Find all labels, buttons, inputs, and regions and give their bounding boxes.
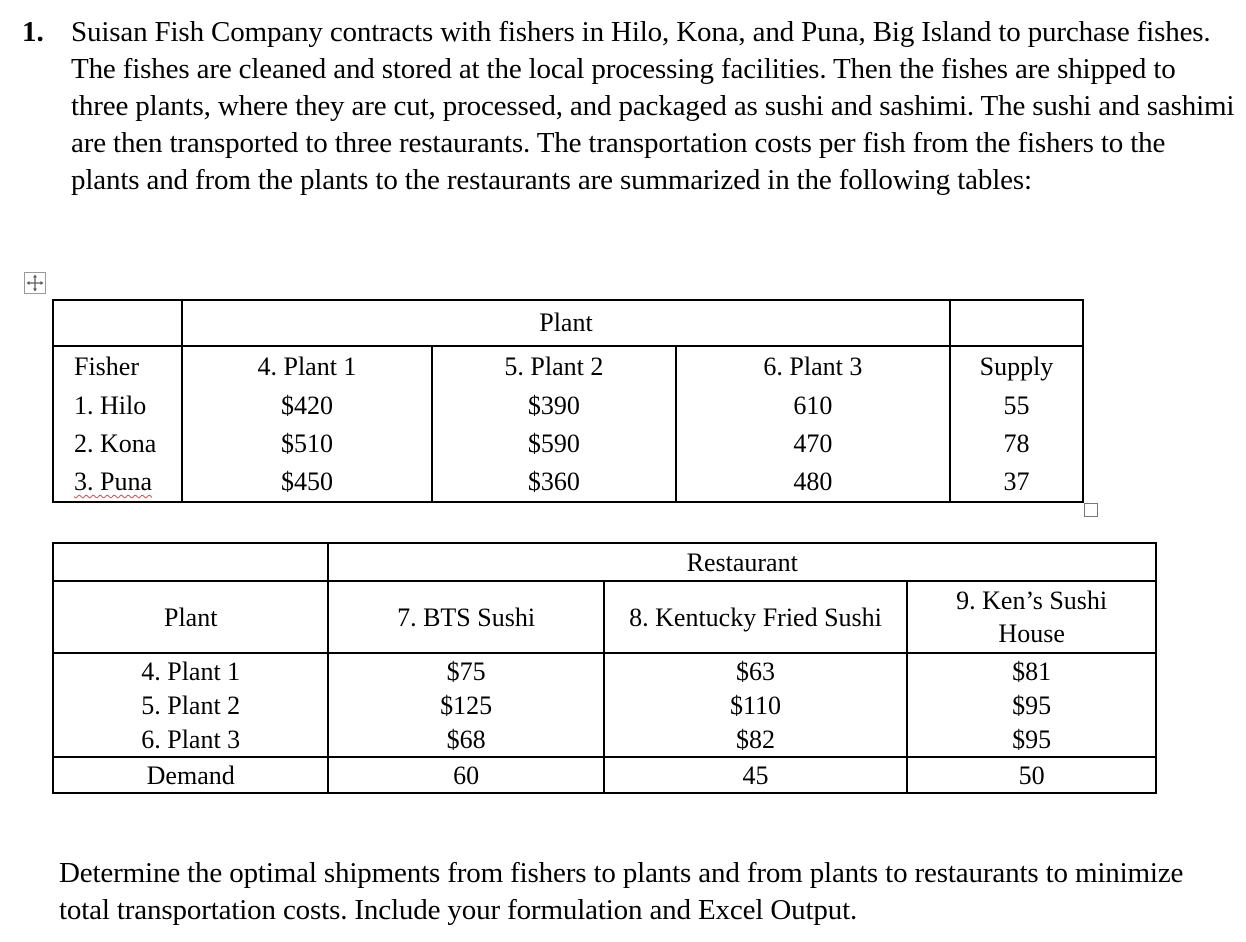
table2-header-kens-sushi-house: 9. Ken’s Sushi House (907, 581, 1156, 653)
question (22, 14, 1237, 199)
table2-cell: 4. Plant 1 (53, 653, 328, 688)
plant-to-restaurant-table (52, 542, 1157, 794)
table1-cell: $450 (182, 463, 432, 502)
table-move-handle-icon[interactable] (24, 272, 46, 294)
table2-cell: $68 (328, 722, 603, 757)
table-row (53, 757, 1156, 793)
table2-cell: $95 (907, 722, 1156, 757)
table1-cell: $420 (182, 387, 432, 425)
table1-corner-cell (53, 300, 182, 346)
table1-group-header: Plant (182, 300, 950, 346)
table1-puna-label: 3. Puna (74, 467, 152, 496)
table-row (53, 425, 1083, 463)
table2-cell: 60 (328, 757, 603, 793)
table1-header-plant2: 5. Plant 2 (432, 346, 676, 387)
table1-cell: 1. Hilo (53, 387, 182, 425)
table2-header-bts-sushi: 7. BTS Sushi (328, 581, 603, 653)
table1-cell (53, 463, 182, 502)
table1-cell: $510 (182, 425, 432, 463)
table2-cell: 6. Plant 3 (53, 722, 328, 757)
table1-header-supply: Supply (950, 346, 1083, 387)
table-row (53, 463, 1083, 502)
instruction-text: Determine the optimal shipments from fishers to plants and from plants to restaurants to minimize total transportation costs. Include your formulation and Excel Output. (59, 857, 1184, 926)
table1-cell: 2. Kona (53, 425, 182, 463)
table1-header-plant3: 6. Plant 3 (676, 346, 950, 387)
table-row (53, 387, 1083, 425)
fisher-to-plant-table (52, 299, 1084, 503)
table1-cell: $590 (432, 425, 676, 463)
table2-header-plant: Plant (53, 581, 328, 653)
table-row (53, 653, 1156, 688)
table2-cell: $81 (907, 653, 1156, 688)
table1-cell: 480 (676, 463, 950, 502)
table2-header-kentucky-fried-sushi: 8. Kentucky Fried Sushi (604, 581, 908, 653)
table1-cell: 78 (950, 425, 1083, 463)
table2-cell: $75 (328, 653, 603, 688)
table-row (53, 722, 1156, 757)
table1-cell: 610 (676, 387, 950, 425)
table2-group-header: Restaurant (328, 543, 1156, 581)
table1-header-plant1: 4. Plant 1 (182, 346, 432, 387)
table1-cell: 55 (950, 387, 1083, 425)
question-text: Suisan Fish Company contracts with fishers in Hilo, Kona, and Puna, Big Island to purchase fishes. The fishes are cleaned and stored at the local processing facilities. Then the fishes are shipped to three plants, where they are cut, processed, and packaged as sushi and sashimi. The sushi and sashimi are then transported to three restaurants. The transportation costs per fish from the fishers to the plants and from the plants to the restaurants are summarized in the following tables: (71, 16, 1235, 196)
table1-cell: $360 (432, 463, 676, 502)
table2-cell: 45 (604, 757, 908, 793)
table2-cell: $95 (907, 688, 1156, 722)
table2-cell: 5. Plant 2 (53, 688, 328, 722)
table1-cell: 470 (676, 425, 950, 463)
question-number: 1. (22, 16, 44, 48)
table2-cell: $82 (604, 722, 908, 757)
table1-cell: 37 (950, 463, 1083, 502)
table2-cell: $110 (604, 688, 908, 722)
table1-cell: $390 (432, 387, 676, 425)
table2-cell: 50 (907, 757, 1156, 793)
table2-demand-label: Demand (53, 757, 328, 793)
table2-corner-cell (53, 543, 328, 581)
table-resize-handle[interactable] (1084, 503, 1098, 517)
table2-cell: $63 (604, 653, 908, 688)
table1-top-right-cell (950, 300, 1083, 346)
table1-header-fisher: Fisher (53, 346, 182, 387)
table-row (53, 688, 1156, 722)
table2-cell: $125 (328, 688, 603, 722)
